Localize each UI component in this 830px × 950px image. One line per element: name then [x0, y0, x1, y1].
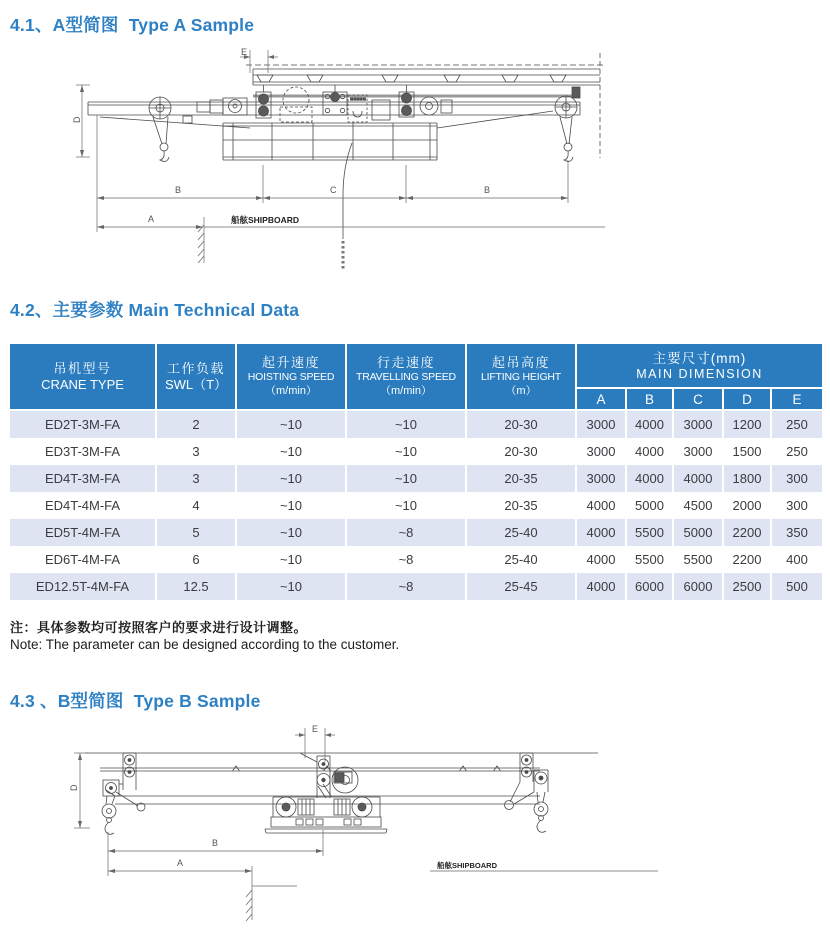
table-cell: 300	[771, 465, 823, 492]
table-cell: 1500	[723, 438, 771, 465]
shipboard-label-a: 船舷SHIPBOARD	[231, 215, 300, 225]
table-cell: 4000	[673, 465, 723, 492]
table-cell: 3	[156, 465, 236, 492]
table-cell: 4000	[576, 492, 626, 519]
table-cell: 6	[156, 546, 236, 573]
trolley-carriage	[265, 797, 387, 833]
col-header-crane-type	[9, 343, 156, 410]
swl-en: SWL（T）	[164, 376, 228, 392]
table-cell: 20-30	[466, 438, 576, 465]
rail-structure	[85, 753, 598, 771]
table-cell: ~10	[346, 465, 466, 492]
left-davit-hook	[149, 97, 192, 161]
cargo-platform	[223, 123, 437, 160]
table-cell: 20-35	[466, 465, 576, 492]
table-cell: 20-35	[466, 492, 576, 519]
center-tower-drum	[317, 756, 358, 798]
table-cell: 5000	[673, 519, 723, 546]
hoisting-zh: 起升速度	[261, 355, 320, 370]
table-cell: 2000	[723, 492, 771, 519]
table-cell: ED5T-4M-FA	[9, 519, 156, 546]
table-cell: 300	[771, 492, 823, 519]
table-cell: 3000	[576, 465, 626, 492]
table-cell: 4000	[626, 410, 673, 438]
table-cell: ~8	[346, 573, 466, 600]
table-row	[9, 546, 823, 573]
table-cell: ED6T-4M-FA	[9, 546, 156, 573]
section-title-4-2: 4.2、主要参数 Main Technical Data	[10, 300, 300, 320]
travelling-zh: 行走速度	[376, 355, 435, 370]
table-cell: ~10	[236, 546, 346, 573]
table-cell: 5	[156, 519, 236, 546]
table-cell: 3000	[576, 438, 626, 465]
crane-type-zh: 吊机型号	[53, 360, 112, 376]
table-row	[9, 465, 823, 492]
note-en: Note: The parameter can be designed according to the customer.	[10, 637, 400, 652]
left-post-hook	[102, 753, 136, 834]
col-header-hoisting-speed	[236, 343, 346, 410]
dimension-lines-b	[74, 728, 658, 921]
table-cell: 4000	[576, 519, 626, 546]
table-cell: 25-40	[466, 519, 576, 546]
table-cell: ED3T-3M-FA	[9, 438, 156, 465]
table-cell: ED4T-3M-FA	[9, 465, 156, 492]
table-cell: ~10	[236, 519, 346, 546]
technical-data-table	[8, 342, 822, 600]
table-cell: 4000	[626, 465, 673, 492]
dim-label-c-a: C	[330, 185, 337, 195]
lifting-unit: （m）	[505, 385, 537, 397]
table-row	[9, 410, 823, 438]
swl-zh: 工作负载	[166, 360, 225, 376]
type-b-crane-drawing	[0, 718, 830, 950]
table-cell: 12.5	[156, 573, 236, 600]
col-header-dim-a: A	[576, 388, 626, 410]
table-cell: 2200	[723, 519, 771, 546]
table-cell: ~10	[346, 492, 466, 519]
table-cell: ~10	[236, 438, 346, 465]
col-header-dim-d: D	[723, 388, 771, 410]
table-cell: ED2T-3M-FA	[9, 410, 156, 438]
col-header-dim-c: C	[673, 388, 723, 410]
notes	[10, 619, 399, 653]
table-cell: 3000	[673, 410, 723, 438]
table-cell: 2200	[723, 546, 771, 573]
dim-label-e-b: E	[312, 724, 319, 734]
table-row	[9, 519, 823, 546]
lifting-en: LIFTING HEIGHT	[480, 371, 562, 383]
table-cell: ~8	[346, 546, 466, 573]
table-cell: 6000	[673, 573, 723, 600]
table-cell: 250	[771, 410, 823, 438]
table-cell: 3	[156, 438, 236, 465]
lifting-zh: 起吊高度	[491, 355, 550, 370]
table-cell: 400	[771, 546, 823, 573]
table-cell: 2	[156, 410, 236, 438]
table-cell: 25-45	[466, 573, 576, 600]
travelling-en: TRAVELLING SPEED	[356, 371, 456, 383]
dim-label-b2-a: B	[484, 185, 491, 195]
crane-type-en: CRANE TYPE	[41, 376, 124, 392]
table-cell: 3000	[673, 438, 723, 465]
hoist-cable-chain	[343, 143, 352, 269]
table-cell: 25-40	[466, 546, 576, 573]
table-row	[9, 573, 823, 600]
table-cell: 4500	[673, 492, 723, 519]
hoisting-unit: （m/min）	[265, 385, 317, 397]
hoisting-en: HOISTING SPEED	[247, 371, 335, 383]
table-cell: 20-30	[466, 410, 576, 438]
col-header-swl	[156, 343, 236, 410]
table-cell: ~10	[346, 410, 466, 438]
table-cell: 5500	[626, 546, 673, 573]
table-cell: 350	[771, 519, 823, 546]
table-cell: 5000	[626, 492, 673, 519]
dim-label-b1-a: B	[175, 185, 182, 195]
table-cell: 2500	[723, 573, 771, 600]
ship-deck	[246, 65, 604, 96]
table-cell: 250	[771, 438, 823, 465]
col-header-main-dimension	[576, 343, 823, 388]
table-cell: ~10	[236, 492, 346, 519]
dim-label-e-a: E	[241, 47, 248, 57]
table-cell: ~8	[346, 519, 466, 546]
table-cell: ~10	[346, 438, 466, 465]
col-header-travelling-speed	[346, 343, 466, 410]
table-cell: 500	[771, 573, 823, 600]
note-zh: 注：具体参数均可按照客户的要求进行设计调整。	[10, 620, 308, 635]
section-title-4-1: 4.1、A型简图 Type A Sample	[10, 15, 255, 35]
table-row	[9, 438, 823, 465]
table-cell: ~10	[236, 410, 346, 438]
table-cell: 1800	[723, 465, 771, 492]
table-cell: ED12.5T-4M-FA	[9, 573, 156, 600]
table-cell: 3000	[576, 410, 626, 438]
table-cell: 4000	[576, 546, 626, 573]
col-header-dim-e: E	[771, 388, 823, 410]
table-cell: ~10	[236, 465, 346, 492]
table-cell: 1200	[723, 410, 771, 438]
right-post-hook	[505, 753, 549, 832]
type-a-crane-drawing	[0, 45, 830, 285]
table-cell: 5500	[626, 519, 673, 546]
table-cell: 4000	[576, 573, 626, 600]
travelling-unit: （m/min）	[380, 385, 432, 397]
shipboard-label-b: 船舷SHIPBOARD	[437, 861, 498, 870]
table-cell: 4000	[626, 438, 673, 465]
table-cell: 6000	[626, 573, 673, 600]
table-body	[9, 410, 823, 600]
dim-label-b-b: B	[212, 838, 219, 848]
section-title-4-3: 4.3 、B型简图 Type B Sample	[10, 691, 261, 711]
boom-machinery	[197, 85, 580, 122]
table-cell: ~10	[236, 573, 346, 600]
col-header-dim-b: B	[626, 388, 673, 410]
dimension-en: MAIN DIMENSION	[636, 366, 763, 381]
dim-label-a-b: A	[177, 858, 184, 868]
table-cell: ED4T-4M-FA	[9, 492, 156, 519]
dimension-zh: 主要尺寸(mm)	[652, 350, 747, 366]
table-cell: 4	[156, 492, 236, 519]
dim-label-d-b: D	[69, 784, 79, 791]
col-header-lifting-height	[466, 343, 576, 410]
dim-label-a-a: A	[148, 214, 155, 224]
table-cell: 5500	[673, 546, 723, 573]
table-row	[9, 492, 823, 519]
dim-label-d-a: D	[72, 116, 82, 123]
